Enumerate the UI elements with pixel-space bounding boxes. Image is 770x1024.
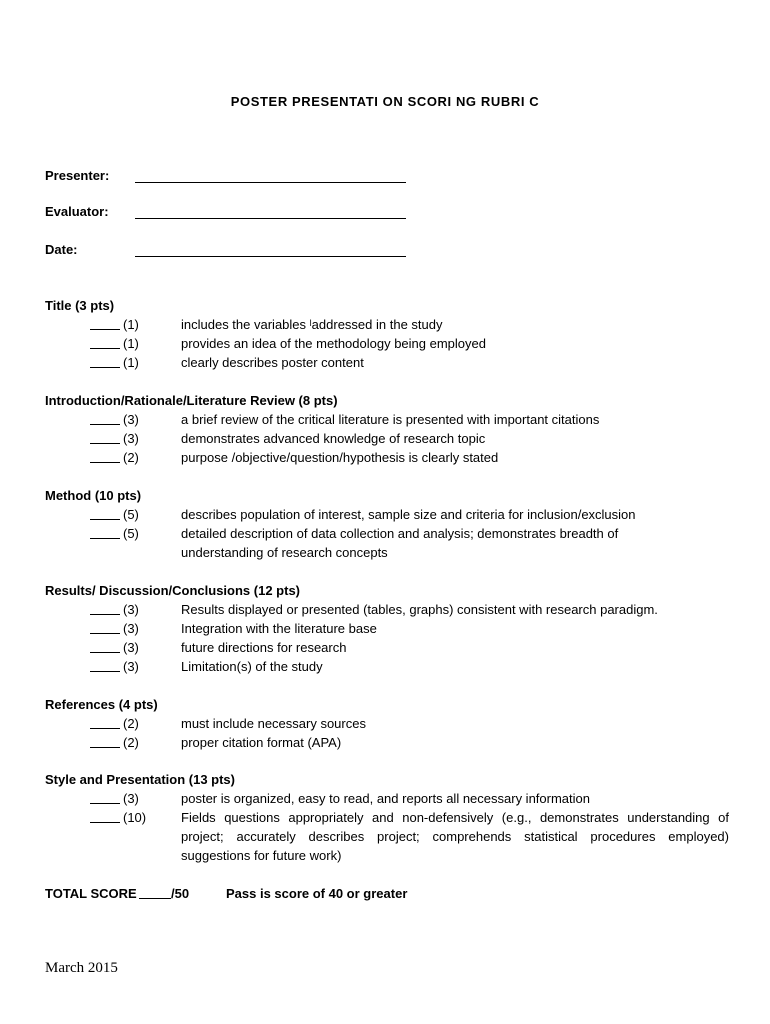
item-points: (3): [123, 412, 139, 427]
evaluator-label: Evaluator:: [45, 204, 109, 219]
item-points: (3): [123, 602, 139, 617]
item-description: Integration with the literature base: [181, 621, 377, 636]
item-points: (1): [123, 355, 139, 370]
item-description: describes population of interest, sample size and criteria for inclusion/exclusion: [181, 507, 636, 522]
section-references: [45, 695, 735, 752]
total-score-blank: [139, 898, 171, 899]
presenter-blank-line: [135, 182, 406, 183]
score-blank: [90, 652, 120, 653]
item-description: Limitation(s) of the study: [181, 659, 323, 674]
section-style-presentation: [45, 770, 735, 865]
section-heading: Introduction/Rationale/Literature Review (8 pts): [45, 393, 338, 408]
section-heading: Method (10 pts): [45, 488, 142, 503]
item-points: (1): [123, 336, 139, 351]
section-heading: References (4 pts): [45, 697, 158, 712]
total-score-max: /50: [171, 886, 190, 901]
item-description: must include necessary sources: [181, 716, 366, 731]
item-points: (5): [123, 507, 139, 522]
rubric-item: [45, 619, 735, 638]
score-blank: [90, 747, 120, 748]
score-blank: [90, 728, 120, 729]
item-points: (3): [123, 431, 139, 446]
item-points: (5): [123, 526, 139, 541]
section-results: [45, 581, 735, 676]
presenter-label: Presenter:: [45, 168, 110, 183]
item-points: (3): [123, 659, 139, 674]
total-score-label: TOTAL SCORE: [45, 886, 137, 901]
item-description: Fields questions appropriately and non-defensively (e.g., demonstrates understanding of project; accurately describes project; comprehends statistical procedures employed) suggestions for future work): [181, 810, 729, 863]
item-description: includes the variables ˡaddressed in the study: [181, 317, 443, 332]
section-title: [45, 296, 735, 372]
item-description: provides an idea of the methodology being employed: [181, 336, 486, 351]
rubric-item: [45, 448, 735, 467]
score-blank: [90, 367, 120, 368]
score-blank: [90, 424, 120, 425]
score-blank: [90, 519, 120, 520]
rubric-item: [45, 808, 735, 865]
item-points: (3): [123, 621, 139, 636]
item-points: (2): [123, 735, 139, 750]
section-heading: Style and Presentation (13 pts): [45, 772, 235, 787]
item-points: (2): [123, 450, 139, 465]
rubric-item: [45, 410, 735, 429]
item-description: clearly describes poster content: [181, 355, 364, 370]
score-blank: [90, 348, 120, 349]
rubric-item: [45, 789, 735, 808]
score-blank: [90, 538, 120, 539]
item-points: (1): [123, 317, 139, 332]
evaluator-blank-line: [135, 218, 406, 219]
item-description: future directions for research: [181, 640, 347, 655]
item-description: proper citation format (APA): [181, 735, 342, 750]
section-method: [45, 486, 735, 562]
date-blank-line: [135, 256, 406, 257]
total-score-row: [45, 884, 545, 903]
rubric-item: [45, 600, 735, 619]
pass-threshold-note: Pass is score of 40 or greater: [226, 886, 408, 901]
footer-date: March 2015: [45, 960, 118, 976]
section-heading: Title (3 pts): [45, 298, 115, 313]
rubric-item: [45, 524, 735, 562]
item-points: (3): [123, 640, 139, 655]
date-label: Date:: [45, 242, 78, 257]
score-blank: [90, 633, 120, 634]
rubric-item: [45, 315, 735, 334]
score-blank: [90, 329, 120, 330]
rubric-item: [45, 714, 735, 733]
item-description: demonstrates advanced knowledge of research topic: [181, 431, 486, 446]
score-blank: [90, 443, 120, 444]
rubric-item: [45, 429, 735, 448]
section-heading: Results/ Discussion/Conclusions (12 pts): [45, 583, 300, 598]
rubric-item: [45, 657, 735, 676]
item-points: (3): [123, 791, 139, 806]
document-title: POSTER PRESENTATI ON SCORI NG RUBRI C: [230, 94, 540, 109]
item-description: a brief review of the critical literature is presented with important citations: [181, 412, 600, 427]
item-description: detailed description of data collection and analysis; demonstrates breadth of understanding of research concepts: [181, 526, 619, 560]
score-blank: [90, 803, 120, 804]
item-description: purpose /objective/question/hypothesis is clearly stated: [181, 450, 499, 465]
rubric-item: [45, 733, 735, 752]
rubric-item: [45, 505, 735, 524]
item-description: Results displayed or presented (tables, graphs) consistent with research paradigm.: [181, 602, 658, 617]
score-blank: [90, 614, 120, 615]
section-introduction: [45, 391, 735, 467]
rubric-item: [45, 334, 735, 353]
rubric-item: [45, 353, 735, 372]
item-description: poster is organized, easy to read, and reports all necessary information: [181, 791, 590, 806]
score-blank: [90, 671, 120, 672]
score-blank: [90, 822, 120, 823]
item-points: (10): [123, 810, 147, 825]
score-blank: [90, 462, 120, 463]
rubric-item: [45, 638, 735, 657]
item-points: (2): [123, 716, 139, 731]
